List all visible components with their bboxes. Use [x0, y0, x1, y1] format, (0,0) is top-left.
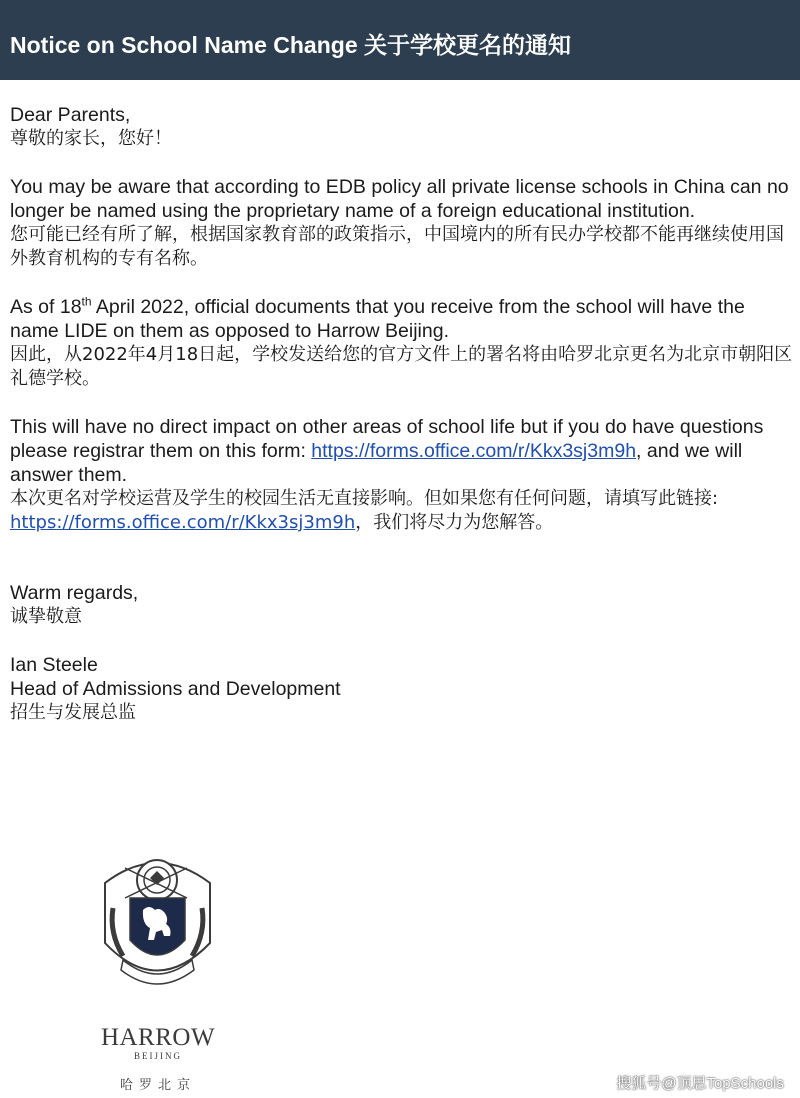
harrow-crest-icon	[95, 848, 220, 998]
header-bar	[0, 0, 800, 80]
answer-text-zh: ，我们将尽力为您解答。	[355, 512, 554, 533]
greeting-en: Dear Parents,	[10, 104, 131, 126]
watermark: 搜狐号@顶思TopSchools	[616, 1075, 784, 1092]
paragraph-2-zh: 因此，从2022年4月18日起，学校发送给您的官方文件上的署名将由哈罗北京更名为北京市朝阳区礼德学校。	[10, 344, 793, 389]
form-link[interactable]: https://forms.office.com/r/Kkx3sj3m9h	[311, 440, 637, 462]
logo-chinese: 哈罗北京	[119, 1078, 196, 1093]
date-suffix: th	[81, 294, 92, 309]
paragraph-2-en	[10, 295, 795, 343]
questions-text-zh: 本次更名对学校运营及学生的校园生活无直接影响。但如果您有任何问题，请填写此链接:	[10, 488, 719, 509]
letter-body	[10, 103, 795, 725]
logo-wordmark: HARROW	[100, 1024, 216, 1051]
signer-title-zh: 招生与发展总监	[10, 702, 136, 723]
signer-name: Ian Steele	[10, 654, 98, 676]
paragraph-3-zh	[10, 487, 795, 535]
logo-subtitle: BEIJING	[134, 1051, 182, 1061]
paragraph-1-en: You may be aware that according to EDB policy all private license schools in China can no longer be named using the proprietary name of a foreign educational institution.	[10, 176, 789, 222]
closing-zh: 诚挚敬意	[10, 606, 82, 627]
spacer	[10, 535, 795, 581]
signer-title-en: Head of Admissions and Development	[10, 678, 341, 700]
questions-text: This will have no direct impact on other areas of school life but if you do have questions please registrar them on this form:	[10, 416, 764, 462]
paragraph-1-zh: 您可能已经有所了解，根据国家教育部的政策指示，中国境内的所有民办学校都不能再继续使用国外教育机构的专有名称。	[10, 224, 784, 269]
closing-en: Warm regards,	[10, 582, 139, 604]
paragraph-3-en	[10, 415, 795, 487]
page-title: Notice on School Name Change 关于学校更名的通知	[10, 32, 571, 58]
date-text-rest: April 2022, official documents that you receive from the school will have the name LIDE on them as opposed to Harrow Beijing.	[10, 296, 745, 342]
greeting-zh: 尊敬的家长，您好！	[10, 128, 172, 149]
form-link-zh[interactable]: https://forms.office.com/r/Kkx3sj3m9h	[10, 512, 356, 533]
date-text-start: As of 18	[10, 296, 82, 318]
answer-text: , and we will answer them.	[10, 440, 743, 486]
